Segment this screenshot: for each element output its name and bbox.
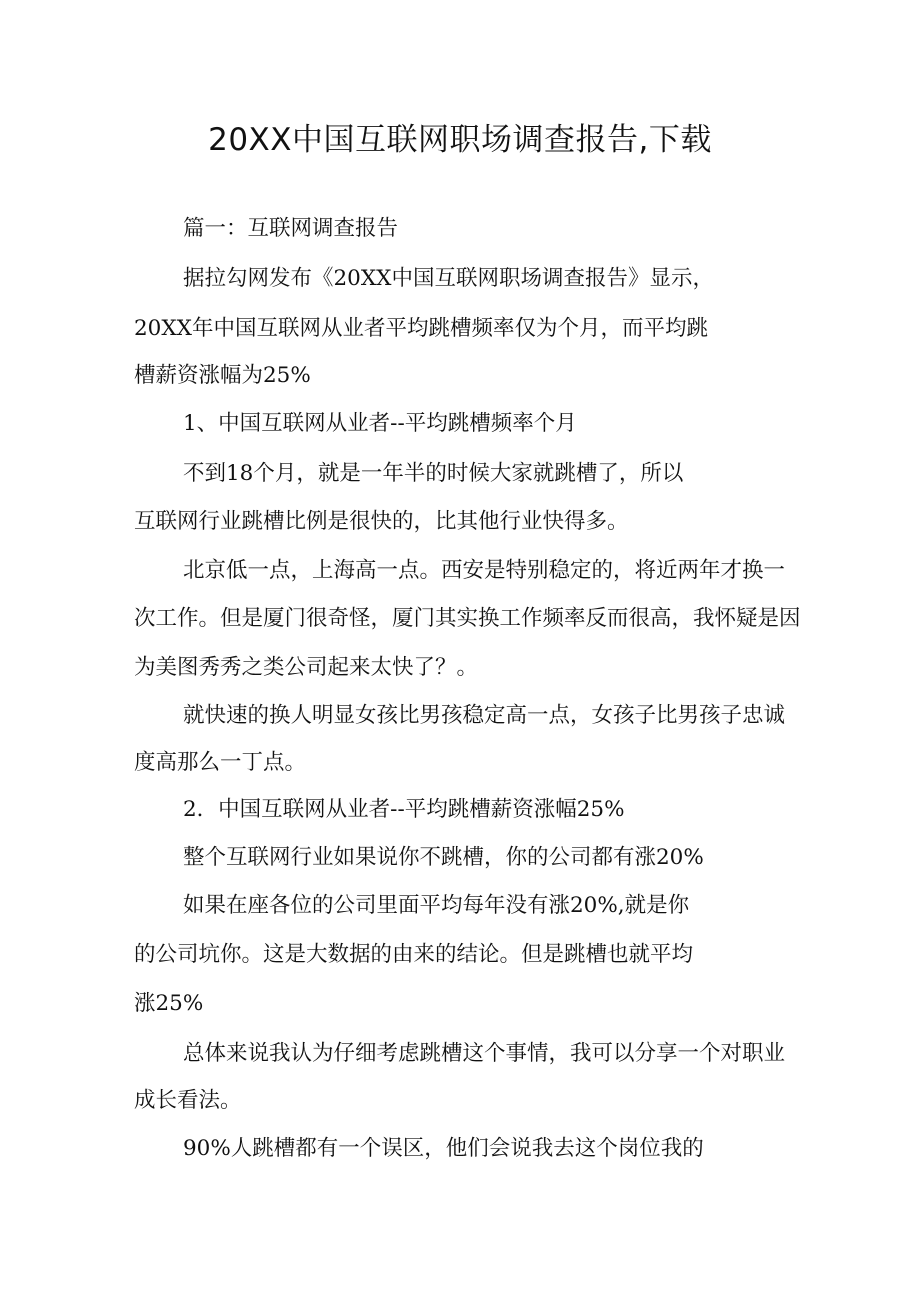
numbered-heading: 1、中国互联网从业者--平均跳槽频率个月 [183,411,577,436]
numbered-heading: 2．中国互联网从业者--平均跳槽薪资涨幅25% [183,797,625,822]
paragraph-line: 90%人跳槽都有一个误区，他们会说我去这个岗位我的 [183,1136,704,1161]
paragraph-line: 为美图秀秀之类公司起来太快了？。 [134,655,479,680]
paragraph-line: 槽薪资涨幅为25% [134,363,311,388]
paragraph-line: 成长看法。 [134,1088,242,1113]
paragraph-line: 互联网行业跳槽比例是很快的，比其他行业快得多。 [134,509,629,534]
paragraph-line: 20XX年中国互联网从业者平均跳槽频率仅为个月，而平均跳 [134,316,708,341]
paragraph-line: 北京低一点，上海高一点。西安是特别稳定的，将近两年才换一 [183,558,786,583]
paragraph-line: 不到18个月，就是一年半的时候大家就跳槽了，所以 [183,461,684,486]
paragraph-line: 就快速的换人明显女孩比男孩稳定高一点，女孩子比男孩子忠诚 [183,703,786,728]
paragraph-line: 次工作。但是厦门很奇怪，厦门其实换工作频率反而很高，我怀疑是因 [134,606,801,631]
paragraph-line: 涨25% [134,991,204,1016]
paragraph-line: 整个互联网行业如果说你不跳槽，你的公司都有涨20% [183,845,704,870]
document-title: 20XX中国互联网职场调查报告,下载 [208,122,712,158]
paragraph-line: 的公司坑你。这是大数据的由来的结论。但是跳槽也就平均 [134,942,694,967]
paragraph-line: 据拉勾网发布《20XX中国互联网职场调查报告》显示， [183,266,714,291]
paragraph-line: 总体来说我认为仔细考虑跳槽这个事情，我可以分享一个对职业 [183,1041,786,1066]
paragraph-line: 如果在座各位的公司里面平均每年没有涨20%,就是你 [183,893,690,918]
section-heading: 篇一：互联网调查报告 [183,216,399,241]
paragraph-line: 度高那么一丁点。 [134,750,307,775]
